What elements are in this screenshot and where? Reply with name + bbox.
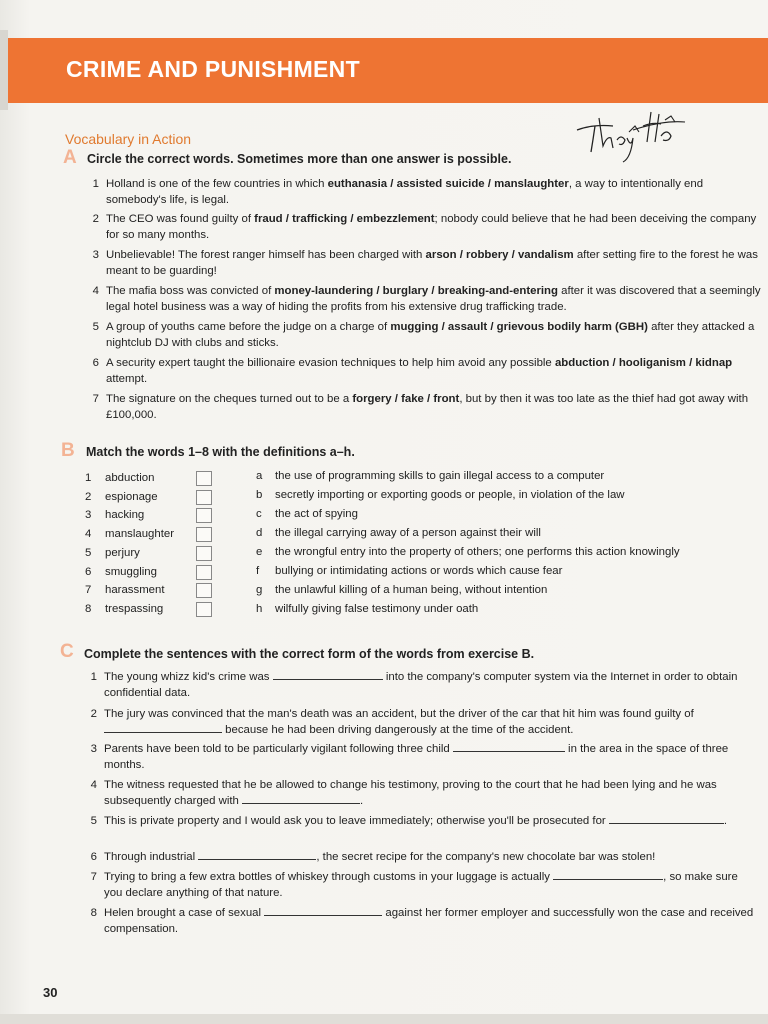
definition-row: [256, 562, 761, 580]
item-text: [104, 869, 758, 901]
word-number: 5: [85, 546, 92, 559]
definition-text: the act of spying: [275, 508, 358, 520]
item-number: 7: [92, 393, 99, 405]
item-number: 3: [90, 743, 97, 755]
match-word-row: [85, 525, 215, 543]
page-title: CRIME AND PUNISHMENT: [66, 56, 360, 82]
definition-letter: e: [256, 546, 263, 558]
match-word-row: [85, 581, 215, 599]
sentence-text: after they attacked a nightclub DJ with clubs and sticks.: [106, 321, 755, 349]
item-text: [106, 391, 765, 423]
word-choices[interactable]: forgery / fake / front: [352, 393, 460, 405]
answer-box[interactable]: [196, 602, 212, 617]
word-number: 2: [85, 490, 92, 503]
sentence-text: The young whizz kid's crime was: [104, 671, 273, 683]
answer-blank[interactable]: [198, 849, 316, 860]
match-word-row: [85, 600, 215, 618]
match-word: manslaughter: [105, 528, 175, 541]
item-number: 4: [90, 779, 97, 791]
match-word: perjury: [105, 546, 140, 559]
item-number: 3: [92, 249, 99, 261]
item-number: 6: [92, 357, 99, 369]
definition-row: [256, 486, 761, 504]
word-choices[interactable]: euthanasia / assisted suicide / manslaughter: [327, 178, 569, 190]
answer-blank[interactable]: [609, 813, 724, 824]
item-number: 2: [90, 708, 97, 720]
answer-blank[interactable]: [242, 793, 360, 804]
definition-letter: f: [256, 565, 260, 577]
handwritten-signature: [573, 108, 688, 168]
match-word: smuggling: [105, 565, 157, 578]
item-number: 5: [92, 321, 99, 333]
item-number: 4: [92, 285, 99, 297]
sentence-text: The witness requested that he be allowed to change his testimony, proving to the court that he had been lying and he was subsequently charged with: [104, 779, 717, 807]
answer-box[interactable]: [196, 565, 212, 580]
item-text: [106, 176, 765, 208]
sentence-text: Through industrial: [104, 851, 199, 863]
match-word: hacking: [105, 509, 145, 522]
item-text: [106, 247, 765, 279]
word-number: 6: [85, 565, 92, 578]
sentence-text: Trying to bring a few extra bottles of whiskey through customs in your luggage is actually: [104, 871, 554, 883]
sentence-text: The signature on the cheques turned out to be a: [106, 393, 353, 405]
definition-row: [256, 524, 761, 542]
match-word-row: [85, 469, 215, 487]
answer-box[interactable]: [196, 471, 212, 486]
item-text: [104, 849, 758, 865]
sentence-text: against her former employer and successfully won the case and received compensation.: [104, 907, 754, 935]
item-text: [104, 706, 758, 738]
item-text: [104, 905, 758, 937]
word-number: 8: [85, 602, 92, 615]
page-edge-shadow: [0, 30, 8, 110]
item-text: [106, 211, 765, 243]
word-choices[interactable]: money-laundering / burglary / breaking-and-entering: [274, 285, 558, 297]
answer-box[interactable]: [196, 490, 212, 505]
sentence-text: ; nobody could believe that he had been deceiving the company for so many months.: [106, 213, 757, 241]
sentence-text: The jury was convinced that the man's death was an accident, but the driver of the car that hit him was found guilty of: [104, 708, 694, 720]
sentence-text: , the secret recipe for the company's new chocolate bar was stolen!: [316, 851, 656, 863]
word-choices[interactable]: fraud / trafficking / embezzlement: [254, 213, 435, 225]
page-bottom-edge: [0, 1014, 768, 1024]
word-choices[interactable]: arson / robbery / vandalism: [425, 249, 574, 261]
definition-text: the illegal carrying away of a person against their will: [275, 527, 541, 539]
word-number: 1: [85, 472, 92, 484]
exercise-c-item: [83, 706, 758, 738]
exercise-a-item: [85, 355, 765, 387]
answer-box[interactable]: [196, 546, 212, 561]
exercise-c-item: [83, 905, 758, 937]
exercise-a-instruction: Circle the correct words. Sometimes more than one answer is possible.: [87, 152, 512, 166]
definition-letter: g: [256, 584, 263, 596]
definition-letter: a: [256, 470, 263, 482]
section-title: Vocabulary in Action: [65, 131, 192, 147]
exercise-b-instruction: Match the words 1–8 with the definitions a–h.: [86, 445, 355, 459]
exercise-c-letter: C: [60, 641, 74, 662]
match-word-row: [85, 544, 215, 562]
match-word-row: [85, 563, 215, 581]
definition-letter: b: [256, 489, 263, 501]
sentence-text: , a way to intentionally end somebody's life, is legal.: [106, 178, 704, 206]
sentence-text: in the area in the space of three months.: [104, 743, 729, 771]
sentence-text: , so make sure you declare anything of that nature.: [104, 871, 738, 899]
item-text: [104, 741, 758, 773]
item-text: [104, 669, 758, 701]
sentence-text: Parents have been told to be particularly vigilant following three child: [104, 743, 453, 755]
match-word: espionage: [105, 490, 158, 503]
sentence-text: .: [723, 815, 728, 827]
definition-row: [256, 467, 761, 485]
answer-box[interactable]: [196, 508, 212, 523]
title-banner: [8, 38, 768, 103]
answer-box[interactable]: [196, 527, 212, 542]
exercise-c-item: [83, 777, 758, 809]
definition-row: [256, 581, 761, 599]
sentence-text: Holland is one of the few countries in which: [106, 178, 328, 190]
answer-blank[interactable]: [264, 905, 382, 916]
exercise-a-letter: A: [63, 147, 77, 168]
word-number: 7: [85, 584, 92, 597]
sentence-text: .: [360, 795, 364, 807]
answer-blank[interactable]: [553, 869, 663, 880]
definition-text: bullying or intimidating actions or words which cause fear: [275, 565, 563, 577]
exercise-c-item: [83, 741, 758, 773]
match-word: abduction: [105, 472, 155, 484]
item-number: 1: [90, 671, 97, 683]
item-number: 1: [92, 178, 99, 190]
match-word: trespassing: [105, 602, 164, 615]
sentence-text: after it was discovered that a seemingly legal hotel business was a way of hiding the profits from his extensive drug trafficking trade.: [106, 285, 761, 313]
sentence-text: This is private property and I would ask you to leave immediately; otherwise you'll be prosecuted for: [104, 815, 609, 827]
definition-row: [256, 600, 761, 618]
item-text: [104, 777, 758, 809]
page-number: 30: [43, 985, 58, 1000]
match-word: harassment: [105, 584, 165, 597]
sentence-text: after setting fire to the forest he was meant to be guarding!: [106, 249, 758, 277]
definition-letter: h: [256, 603, 263, 615]
definition-text: secretly importing or exporting goods or people, in violation of the law: [275, 489, 625, 501]
answer-blank[interactable]: [453, 741, 565, 752]
match-word-row: [85, 506, 215, 524]
item-number: 5: [90, 815, 97, 827]
definition-letter: d: [256, 527, 263, 539]
definition-text: the unlawful killing of a human being, without intention: [275, 584, 548, 596]
item-text: [106, 355, 765, 387]
word-choices[interactable]: mugging / assault / grievous bodily harm (GBH): [390, 321, 648, 333]
exercise-a-item: [85, 319, 765, 351]
word-choices[interactable]: abduction / hooliganism / kidnap: [554, 357, 733, 369]
exercise-a-item: [85, 176, 765, 208]
item-number: 6: [90, 851, 97, 863]
item-text: [104, 813, 758, 829]
exercise-c-item: [83, 669, 758, 701]
sentence-text: into the company's computer system via the Internet in order to obtain confidential data.: [104, 671, 738, 699]
exercise-a-item: [85, 283, 765, 315]
answer-blank[interactable]: [104, 722, 222, 733]
sentence-text: The mafia boss was convicted of: [106, 285, 275, 297]
word-number: 4: [85, 528, 92, 541]
definition-text: wilfully giving false testimony under oath: [275, 603, 479, 615]
exercise-c-item: [83, 849, 758, 865]
exercise-c-item: [83, 869, 758, 901]
sentence-text: attempt.: [106, 373, 148, 385]
sentence-text: A group of youths came before the judge on a charge of: [106, 321, 391, 333]
definition-text: the use of programming skills to gain illegal access to a computer: [275, 470, 605, 482]
definition-row: [256, 543, 761, 561]
match-word-row: [85, 488, 215, 506]
definition-row: [256, 505, 761, 523]
sentence-text: Helen brought a case of sexual: [104, 907, 265, 919]
answer-blank[interactable]: [273, 669, 383, 680]
word-number: 3: [85, 509, 92, 522]
exercise-a-item: [85, 391, 765, 423]
answer-box[interactable]: [196, 583, 212, 598]
sentence-text: , but by then it was too late as the thief had got away with £100,000.: [106, 393, 749, 421]
item-number: 2: [92, 213, 99, 225]
item-number: 8: [90, 907, 97, 919]
definition-text: the wrongful entry into the property of others; one performs this action knowingly: [275, 546, 680, 558]
exercise-a-item: [85, 247, 765, 279]
definition-letter: c: [256, 508, 262, 520]
item-text: [106, 283, 765, 315]
exercise-c-item: [83, 813, 758, 829]
exercise-a-item: [85, 211, 765, 243]
exercise-b-letter: B: [61, 440, 75, 461]
item-number: 7: [90, 871, 97, 883]
exercise-c-instruction: Complete the sentences with the correct form of the words from exercise B.: [84, 647, 535, 661]
sentence-text: because he had been driving dangerously at the time of the accident.: [222, 724, 574, 736]
sentence-text: A security expert taught the billionaire evasion techniques to help him avoid any possible: [106, 357, 555, 369]
item-text: [106, 319, 765, 351]
sentence-text: The CEO was found guilty of: [106, 213, 255, 225]
sentence-text: Unbelievable! The forest ranger himself has been charged with: [106, 249, 426, 261]
